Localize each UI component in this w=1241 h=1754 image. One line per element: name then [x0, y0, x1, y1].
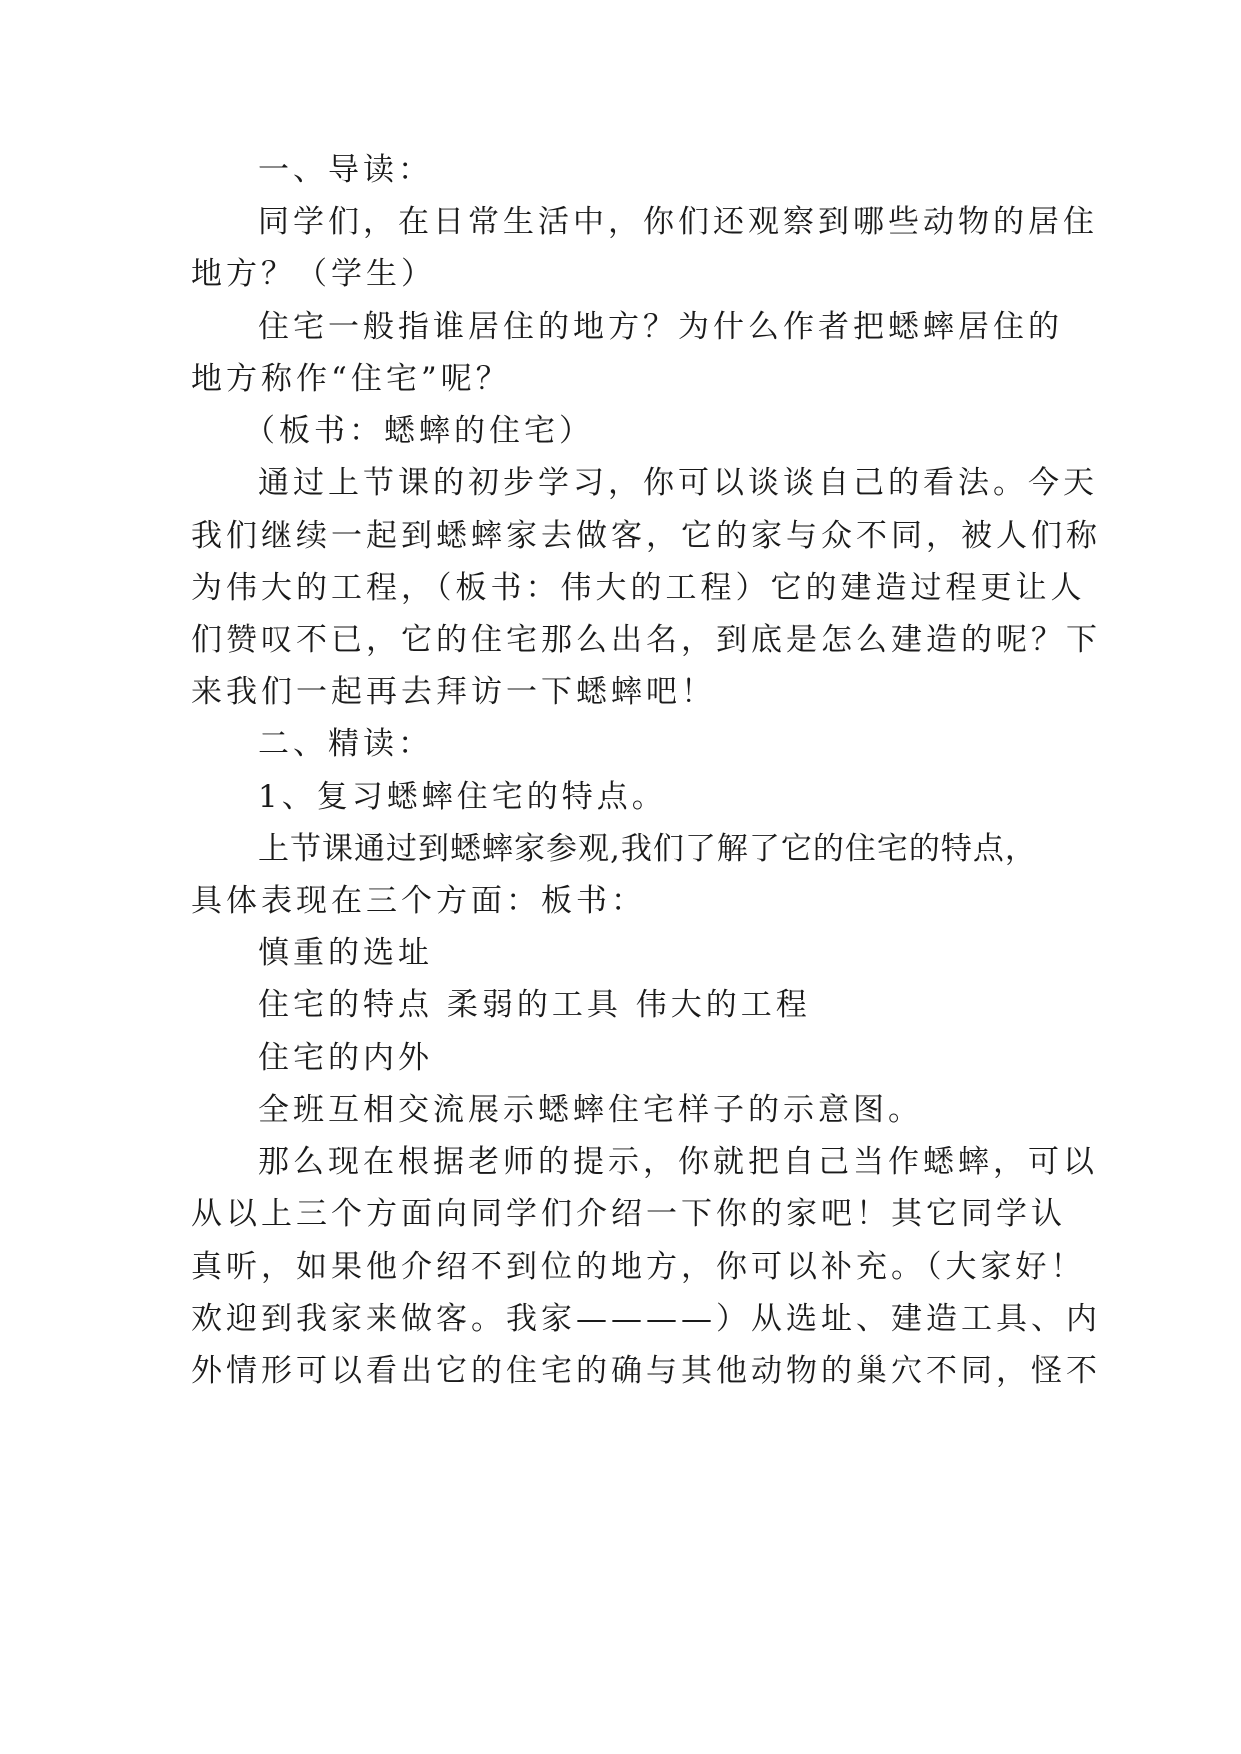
paragraph-line: 那么现在根据老师的提示，你就把自己当作蟋蟀，可以	[258, 1144, 1098, 1180]
paragraph-line: 地方称作“住宅”呢？	[191, 361, 511, 397]
paragraph-line: 真听，如果他介绍不到位的地方，你可以补充。（大家好！	[191, 1249, 1086, 1285]
paragraph-line: 我们继续一起到蟋蟀家去做客，它的家与众不同，被人们称	[191, 518, 1101, 554]
paragraph-line: 具体表现在三个方面：板书：	[191, 883, 646, 919]
paragraph-line: 全班互相交流展示蟋蟀住宅样子的示意图。	[258, 1092, 923, 1128]
paragraph-line: 外情形可以看出它的住宅的确与其他动物的巢穴不同，怪不	[191, 1353, 1101, 1389]
blackboard-note: （板书：蟋蟀的住宅）	[244, 413, 594, 449]
blackboard-item: 慎重的选址	[258, 935, 433, 971]
paragraph-line: 上节课通过到蟋蟀家参观,我们了解了它的住宅的特点，	[258, 831, 1037, 867]
blackboard-item: 住宅的内外	[258, 1040, 433, 1076]
paragraph-line: 来我们一起再去拜访一下蟋蟀吧！	[191, 674, 716, 710]
paragraph-line: 地方？（学生）	[191, 256, 436, 292]
paragraph-line: 为伟大的工程，（板书：伟大的工程）它的建造过程更让人	[191, 570, 1086, 606]
section-heading-close-reading: 二、精读：	[258, 726, 433, 762]
paragraph-line: 住宅一般指谁居住的地方？为什么作者把蟋蟀居住的	[258, 309, 1063, 345]
blackboard-item: 住宅的特点 柔弱的工具 伟大的工程	[258, 987, 811, 1023]
list-item: 1、复习蟋蟀住宅的特点。	[258, 779, 667, 815]
paragraph-line: 们赞叹不已，它的住宅那么出名，到底是怎么建造的呢？下	[191, 622, 1101, 658]
paragraph-line: 同学们，在日常生活中，你们还观察到哪些动物的居住	[258, 204, 1098, 240]
paragraph-line: 从以上三个方面向同学们介绍一下你的家吧！其它同学认	[191, 1196, 1066, 1232]
section-heading-intro: 一、导读：	[258, 152, 433, 188]
paragraph-line: 欢迎到我家来做客。我家————）从选址、建造工具、内	[191, 1301, 1101, 1337]
paragraph-line: 通过上节课的初步学习，你可以谈谈自己的看法。今天	[258, 465, 1098, 501]
